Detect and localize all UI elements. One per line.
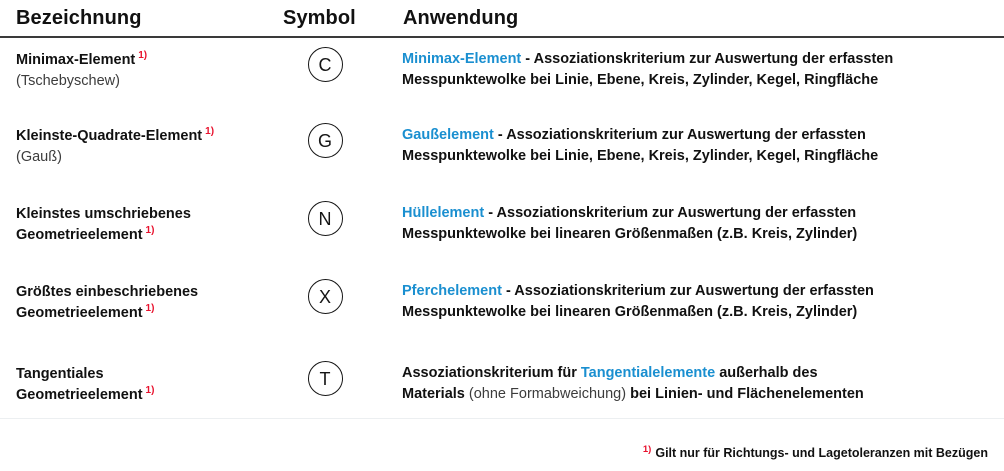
description-suffix: außerhalb des bbox=[715, 365, 818, 381]
description-line-2: Messpunktewolke bei linearen Größenmaßen (z.B. Kreis, Zylinder) bbox=[402, 304, 858, 320]
description-line-2: Messpunktewolke bei Linie, Ebene, Kreis, Zylinder, Kegel, Ringfläche bbox=[402, 148, 879, 164]
table-row bbox=[0, 122, 1004, 200]
row-name-line-2 bbox=[16, 225, 274, 246]
description-line-2: Messpunktewolke bei Linie, Ebene, Kreis, Zylinder, Kegel, Ringfläche bbox=[402, 72, 879, 88]
description-keyword: Pferchelement bbox=[402, 283, 502, 299]
row-symbol-cell bbox=[288, 47, 362, 82]
table-footnote bbox=[642, 443, 988, 460]
description-keyword: Minimax-Element bbox=[402, 51, 522, 67]
row-name-line-2 bbox=[16, 303, 274, 324]
description-line-1 bbox=[402, 281, 998, 302]
description-keyword: Tangentialelemente bbox=[580, 365, 716, 381]
description-parenthetical: (ohne Formabweichung) bbox=[468, 386, 627, 402]
row-name-line-1: Tangentiales bbox=[16, 366, 104, 382]
column-header-anwendung: Anwendung bbox=[403, 7, 519, 29]
symbol-circle-icon: T bbox=[308, 361, 343, 396]
row-name-line-1: Größtes einbeschriebenes bbox=[16, 284, 199, 300]
table-row bbox=[0, 360, 1004, 418]
description-line-2 bbox=[402, 384, 998, 405]
symbol-circle-icon: C bbox=[308, 47, 343, 82]
row-name-line-1 bbox=[16, 50, 274, 71]
row-name-line-1: Kleinstes umschriebenes bbox=[16, 206, 191, 222]
description-rest: - Assoziationskriterium zur Auswertung der erfassten bbox=[493, 127, 866, 143]
footnote-marker-icon: 1) bbox=[138, 50, 148, 62]
description-keyword: Gaußelement bbox=[402, 127, 494, 143]
footnote-marker-icon: 1) bbox=[145, 225, 155, 237]
description-rest: - Assoziationskriterium zur Auswertung der erfassten bbox=[484, 205, 857, 221]
column-header-symbol: Symbol bbox=[283, 7, 356, 29]
row-name-cell bbox=[16, 282, 274, 324]
row-name-line-2: (Tschebyschew) bbox=[16, 73, 120, 89]
row-name-text: Geometrieelement bbox=[16, 227, 143, 243]
row-name-line-1 bbox=[16, 126, 274, 147]
description-part-a: Materials bbox=[402, 386, 469, 402]
description-keyword: Hüllelement bbox=[402, 205, 485, 221]
footnote-text: Gilt nur für Richtungs- und Lagetoleranzen mit Bezügen bbox=[655, 446, 988, 460]
description-part-b: bei Linien- und Flächenelementen bbox=[626, 386, 864, 402]
row-description-cell bbox=[402, 203, 998, 245]
table-row bbox=[0, 200, 1004, 278]
row-name-cell bbox=[16, 204, 274, 246]
symbol-circle-icon: G bbox=[308, 123, 343, 158]
description-rest: - Assoziationskriterium zur Auswertung der erfassten bbox=[521, 51, 894, 67]
row-name-text: Minimax-Element bbox=[16, 52, 136, 68]
footnote-marker-icon: 1) bbox=[642, 443, 652, 455]
footnote-marker-icon: 1) bbox=[145, 303, 155, 315]
description-line-1 bbox=[402, 363, 998, 384]
row-symbol-cell bbox=[288, 123, 362, 158]
description-line-1 bbox=[402, 203, 998, 224]
footer-divider-line bbox=[0, 418, 1004, 419]
table-row bbox=[0, 46, 1004, 122]
row-symbol-cell bbox=[288, 279, 362, 314]
description-rest: - Assoziationskriterium zur Auswertung der erfassten bbox=[501, 283, 874, 299]
row-name-cell bbox=[16, 50, 274, 92]
row-description-cell bbox=[402, 363, 998, 405]
row-description-cell bbox=[402, 125, 998, 167]
description-line-1 bbox=[402, 125, 998, 146]
table-header-row bbox=[0, 6, 1004, 36]
description-line-2: Messpunktewolke bei linearen Größenmaßen (z.B. Kreis, Zylinder) bbox=[402, 226, 858, 242]
row-name-line-2 bbox=[16, 385, 274, 406]
row-name-text: Geometrieelement bbox=[16, 305, 143, 321]
footnote-marker-icon: 1) bbox=[145, 385, 155, 397]
row-name-cell bbox=[16, 364, 274, 406]
row-name-text: Geometrieelement bbox=[16, 387, 143, 403]
symbol-circle-icon: N bbox=[308, 201, 343, 236]
footnote-marker-icon: 1) bbox=[205, 126, 215, 138]
row-description-cell bbox=[402, 49, 998, 91]
description-prefix: Assoziationskriterium für bbox=[402, 365, 581, 381]
row-name-line-2: (Gauß) bbox=[16, 149, 62, 165]
row-description-cell bbox=[402, 281, 998, 323]
symbol-circle-icon: X bbox=[308, 279, 343, 314]
row-symbol-cell bbox=[288, 361, 362, 396]
column-header-bezeichnung: Bezeichnung bbox=[16, 7, 142, 29]
row-name-cell bbox=[16, 126, 274, 168]
header-divider-line bbox=[0, 36, 1004, 38]
table-row bbox=[0, 278, 1004, 360]
row-name-text: Kleinste-Quadrate-Element bbox=[16, 128, 203, 144]
description-line-1 bbox=[402, 49, 998, 70]
row-symbol-cell bbox=[288, 201, 362, 236]
